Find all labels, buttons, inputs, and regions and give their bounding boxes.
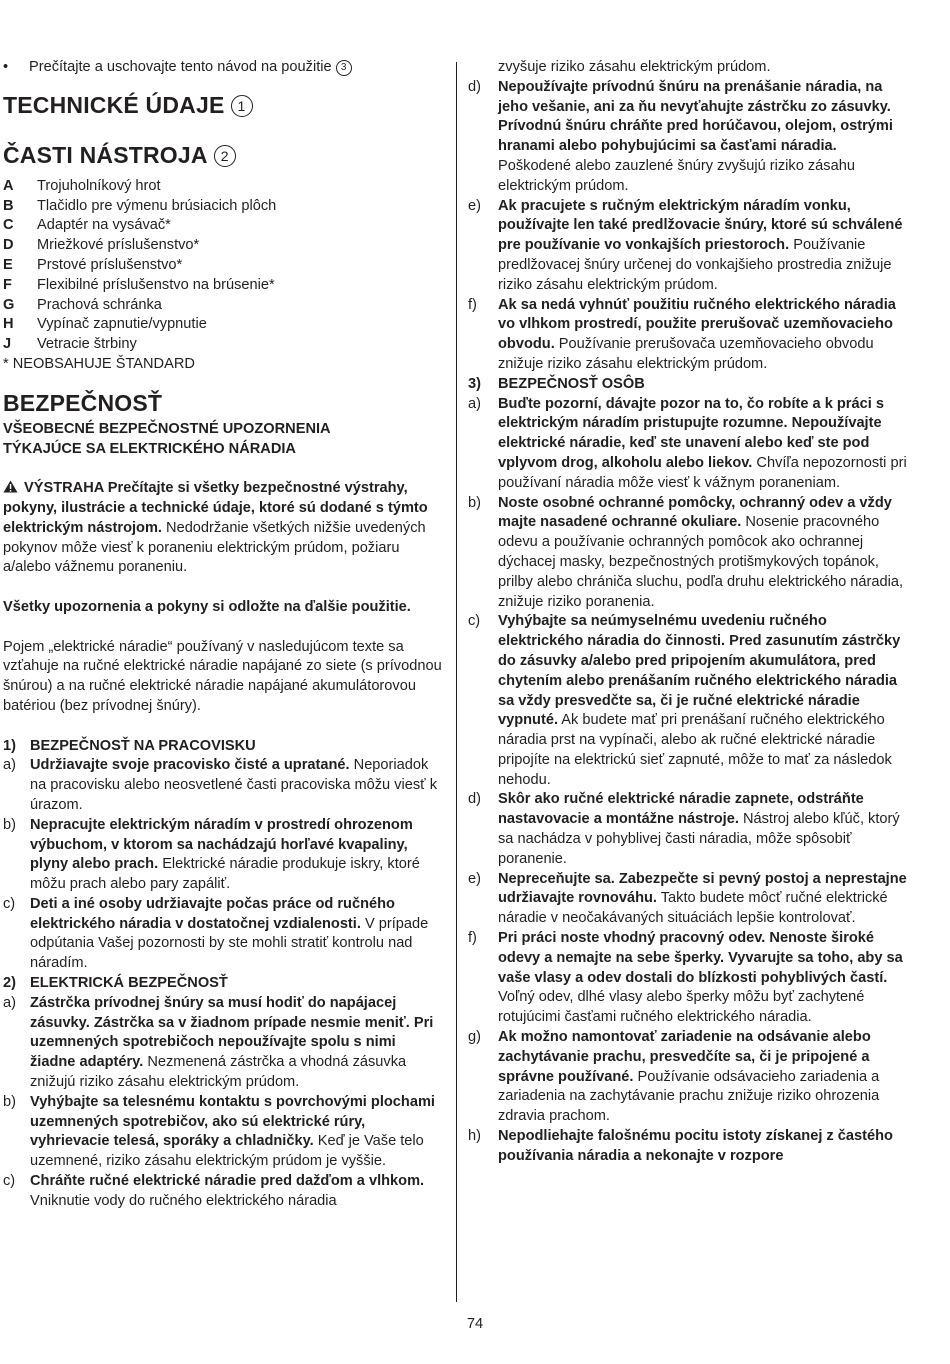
part-item: H Vypínač zapnutie/vypnutie — [3, 316, 207, 333]
general-heading: TÝKAJÚCE SA ELEKTRICKÉHO NÁRADIA — [3, 440, 296, 457]
parts-list — [3, 177, 443, 375]
general-heading: VŠEOBECNÉ BEZPEČNOSTNÉ UPOZORNENIA — [3, 420, 331, 437]
parts-note: * NEOBSAHUJE ŠTANDARD — [3, 355, 195, 372]
section-heading: 2) ELEKTRICKÁ BEZPEČNOSŤ — [3, 975, 228, 992]
keep-note: Všetky upozornenia a pokyny si odložte na ďalšie použitie. — [3, 598, 411, 615]
list-item: a) Zástrčka prívodnej šnúry sa musí hodiť do napájacej zásuvky. Zástrčka sa v žiadnom prípade nesmie meniť. Pri uzemnených spotrebičoch nepoužívajte spolu s nimi žiadne adaptéry. Nezmenená zástrčka a vhodná zásuvka znižujú riziko zásahu elektrickým prúdom. — [3, 994, 434, 1091]
intro-bullet-text: Prečítajte a uschovajte tento návod na použitie — [29, 59, 332, 75]
figure-ref: 3 — [336, 60, 352, 76]
list-item: b) Noste osobné ochranné pomôcky, ochranný odev a vždy majte nasadené ochranné okuliare. Nosenie pracovného odevu a používanie ochranných pomôcok ako ochrannej dýchacej masky, bezpečnostných protišmykových topánok, prilby alebo chrániča sluchu, podľa druhu elektrického náradia, znižuje riziko poranenia. — [468, 494, 904, 610]
warning-paragraph: VÝSTRAHA Prečítajte si všetky bezpečnostné výstrahy, pokyny, ilustrácie a technické údaje, ktoré sú dodané s týmto elektrickým nástrojom. Nedodržanie všetkých nižšie uvedených pokynov môže viesť k poraneniu elektrickým prúdom, požiaru a/alebo vážnemu poraneniu. — [3, 480, 428, 576]
left-column — [3, 58, 443, 1212]
list-item: c) Chráňte ručné elektrické náradie pred dažďom a vlhkom. Vniknutie vody do ručného elektrického náradia — [3, 1173, 425, 1209]
part-item: F Flexibilné príslušenstvo na brúsenie* — [3, 276, 275, 293]
list-item: f) Ak sa nedá vyhnúť použitiu ručného elektrického náradia vo vlhkom prostredí, použite prerušovač uzemňovacieho obvodu. Používanie prerušovača uzemňovacieho obvodu znižuje riziko zásahu elektrickým prúdom. — [468, 296, 896, 372]
continued-text: zvyšuje riziko zásahu elektrickým prúdom. — [498, 59, 771, 75]
section-heading: 3) BEZPEČNOSŤ OSÔB — [468, 375, 645, 392]
figure-ref: 1 — [231, 95, 253, 117]
list-item: e) Ak pracujete s ručným elektrickým náradím vonku, používajte len také predlžovacie šnúry, ktoré sú schválené pre používanie vo vonkajších priestoroch. Používanie predlžovacej šnúry určenej do vonkajšieho prostredia znižuje riziko zásahu elektrickým prúdom. — [468, 197, 903, 293]
section-heading: 1) BEZPEČNOSŤ NA PRACOVISKU — [3, 737, 256, 754]
parts-heading: ČASTI NÁSTROJA 2 — [3, 141, 443, 169]
warning-icon — [3, 480, 18, 493]
list-item: f) Pri práci noste vhodný pracovný odev. Nenoste široké odevy a nemajte na sebe šperky. Vyvarujte sa toho, aby sa vaše vlasy a odev dostali do blízkosti pohyblivých častí. Voľný odev, dlhé vlasy alebo šperky môžu byť zachytené rotujúcimi časťami ručného elektrického náradia. — [468, 930, 903, 1026]
part-item: D Mriežkové príslušenstvo* — [3, 237, 200, 254]
figure-ref: 2 — [214, 145, 236, 167]
definition-paragraph: Pojem „elektrické náradie“ používaný v nasledujúcom texte sa vzťahuje na ručné elektrické náradie napájané zo siete (s prívodnou šnúrou) a na ručné elektrické náradie napájané akumulátorovou batériou (bez prívodnej šnúry). — [3, 638, 442, 714]
column-divider — [456, 62, 457, 1302]
tech-heading: TECHNICKÉ ÚDAJE 1 — [3, 91, 443, 119]
right-column — [468, 58, 913, 1167]
part-item: B Tlačidlo pre výmenu brúsiacich plôch — [3, 197, 277, 214]
part-item: J Vetracie štrbiny — [3, 336, 137, 353]
part-item: C Adaptér na vysávač* — [3, 217, 171, 234]
list-item: g) Ak možno namontovať zariadenie na odsávanie alebo zachytávanie prachu, presvedčíte sa, či je pripojené a správne používané. Používanie odsávacieho zariadenia a zariadenia na zachytávanie prachu znižuje riziko ohrozenia zdravia prachom. — [468, 1029, 880, 1125]
list-item: d) Skôr ako ručné elektrické náradie zapnete, odstráňte nastavovacie a montážne nástroje. Nástroj alebo kľúč, ktorý sa nachádza v pohyblivej časti náradia, môže spôsobiť poranenie. — [468, 791, 900, 867]
list-item: c) Vyhýbajte sa neúmyselnému uvedeniu ručného elektrického náradia do činnosti. Pred zasunutím zástrčky do zásuvky a/alebo pred pripojením akumulátora, pred chytením alebo prenášaním ručného elektrického náradia sa vždy presvedčte sa, či je ručné elektrické náradie vypnuté. Ak budete mať pri prenášaní ručného elektrického náradia prst na vypínači, alebo ak ručné elektrické náradie pripojíte na elektrickú sieť zapnuté, môže to mať za následok nehodu. — [468, 613, 901, 788]
list-item: d) Nepoužívajte prívodnú šnúru na prenášanie náradia, na jeho vešanie, ani za ňu nevyťahujte zástrčku zo zásuvky. Prívodnú šnúru chráňte pred horúčavou, olejom, ostrými hranami alebo pohybujúcimi sa časťami náradia. Poškodené alebo zauzlené šnúry zvyšujú riziko zásahu elektrickým prúdom. — [468, 78, 893, 194]
list-item: c) Deti a iné osoby udržiavajte počas práce od ručného elektrického náradia v dostatočnej vzdialenosti. V prípade odpútania Vašej pozornosti by ste mohli stratiť kontrolu nad náradím. — [3, 895, 429, 972]
part-item: E Prstové príslušenstvo* — [3, 256, 183, 273]
list-item: a) Buďte pozorní, dávajte pozor na to, čo robíte a k práci s elektrickým náradím pristupujte rozumne. Nepoužívajte elektrické náradie, keď ste unavení alebo keď ste pod vplyvom drog, alkoholu alebo liekov. Chvíľa nepozornosti pri používaní náradia môže viesť k vážnym poraneniam. — [468, 395, 907, 491]
intro-bullet: • Prečítajte a uschovajte tento návod na použitie 3 — [3, 58, 443, 78]
page-number: 74 — [466, 1316, 484, 1332]
list-item: b) Nepracujte elektrickým náradím v prostredí ohrozenom výbuchom, v ktorom sa nachádzajú horľavé kvapaliny, plyny alebo prach. Elektrické náradie produkuje iskry, ktoré môžu prach alebo pary zapáliť. — [3, 816, 420, 893]
list-item: e) Nepreceňujte sa. Zabezpečte si pevný postoj a neprestajne udržiavajte rovnováhu. Takto budete môcť ručné elektrické náradie v neočakávaných situáciách lepšie kontrolovať. — [468, 870, 907, 927]
safety-heading: BEZPEČNOSŤ — [3, 389, 163, 416]
list-item: a) Udržiavajte svoje pracovisko čisté a upratané. Neporiadok na pracovisku alebo neosvetlené časti pracoviska môžu viesť k úrazom. — [3, 757, 438, 813]
list-item: h) Nepodliehajte falošnému pocitu istoty získanej z častého používania náradia a nekonajte v rozpore — [468, 1128, 893, 1164]
list-item: b) Vyhýbajte sa telesnému kontaktu s povrchovými plochami uzemnených spotrebičov, ako sú elektrické rúry, vyhrievacie telesá, sporáky a chladničky. Keď je Vaše telo uzemnené, riziko zásahu elektrickým prúdom je vyššie. — [3, 1093, 435, 1170]
part-item: A Trojuholníkový hrot — [3, 177, 161, 194]
part-item: G Prachová schránka — [3, 296, 162, 313]
